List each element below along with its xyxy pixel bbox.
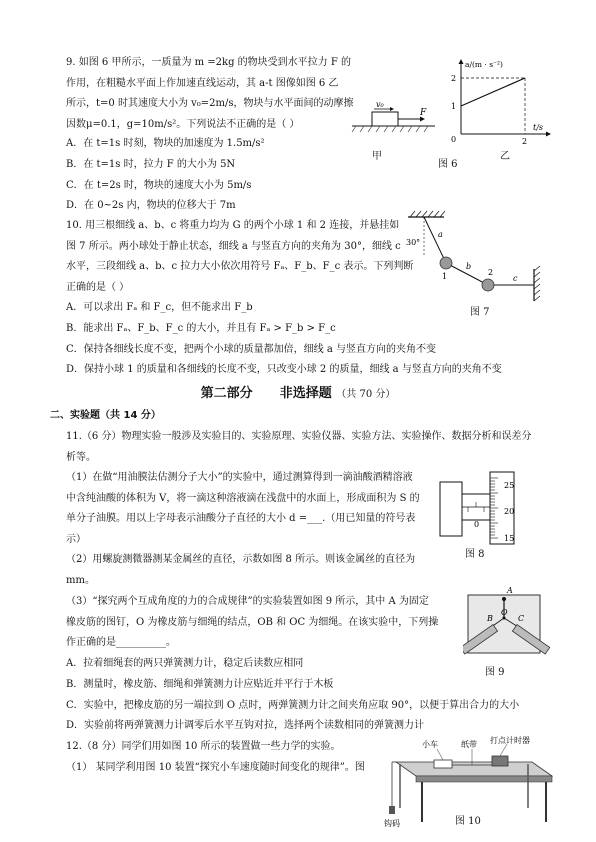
q11-part2-line: （2）用螺旋测微器测某金属丝的直径，示数如图 8 所示。则该金属丝的直径为 [66,554,416,565]
q11-part1-line: 单分子油膜。用以上字母表示油酸分子直径的大小 d =___.（用已知量的符号表 [66,513,416,524]
q9-option-a: A．在 t=1s 时刻，物块的加速度为 1.5m/s² [66,138,265,149]
q11-option-d: D．实验前将两弹簧测力计调零后水平互钩对拉，选择两个读数相同的弹簧测力计 [66,720,425,731]
label-A: A [507,586,513,595]
thimble-ticks [490,478,498,538]
tape-label: 纸带 [461,740,477,749]
string-a-label: a [438,230,443,239]
q10-option-d: D．保持小球 1 的质量和各细线的长度不变，只改变小球 2 的质量，细线 a 与竖直方向的夹角不变 [66,364,502,375]
timer [492,756,508,766]
q9-line: 所示，t=0 时其速度大小为 v₀=2m/s，物块与水平面间的动摩擦 [66,98,354,109]
cart [434,760,452,768]
part2-subtitle: （共 70 分） [336,389,396,400]
t-axis-arrow [546,132,551,137]
ball-1-label: 1 [442,272,448,281]
q11-intro-line: 11.（6 分）物理实验一般涉及实验目的、实验原理、实验仪器、实验方法、实验操作、数据分析和误差分 [66,431,532,442]
fig7-caption: 图 7 [470,307,490,318]
q11-part3-line: 作正确的是__________。 [66,637,176,648]
q11-part2 [66,550,415,591]
q9-line: 作用，在粗糙水平面上作加速直线运动，其 a-t 图像如图 6 乙 [66,77,339,89]
q9-option-b: B．在 t=1s 时，拉力 F 的大小为 5N [66,159,236,170]
string-a [424,217,446,263]
q11-part3 [66,592,438,654]
q11-part2-line: mm。 [66,574,95,586]
q11-part1 [66,468,420,550]
fig10-caption: 图 10 [455,816,481,827]
tick-y1: 1 [451,102,457,111]
q12-line: （1） 某同学利用图 10 装置“探究小车速度随时间变化的规律”。图 [66,761,365,773]
weight-label: 钩码 [384,819,400,828]
micrometer-anvil [440,482,462,536]
q10-line: 10. 用三根细线 a、b、c 将重力均为 G 的两个小球 1 和 2 连接，并悬挂如 [66,220,400,231]
ball-2 [482,279,494,291]
q10-option-c: C．保持各细线长度不变，把两个小球的质量都加倍，细线 a 与竖直方向的夹角不变 [66,344,436,355]
q11-intro [66,427,531,468]
timer-pointer [500,744,507,756]
v0-label: v₀ [376,100,384,109]
fig9-caption: 图 9 [485,667,505,678]
thimble-label-20: 20 [504,507,515,516]
fig6-jia-caption: 甲 [372,151,382,162]
ceiling-hatch [410,211,445,217]
label-O: O [501,608,508,617]
q11-part1-line: 中含纯油酸的体积为 V，将一滴这种溶液滴在浅盘中的水面上，形成面积为 S 的 [66,492,420,504]
q10-line: 正确的是（ ） [66,281,130,293]
sleeve-zero-label: 0 [474,520,480,529]
q9-option-d: D．在 0~2s 内，物块的位移大于 7m [66,200,236,211]
string-c-label: c [513,274,518,283]
q11-option-a: A．拉着细绳套的两只弹簧测力计，稳定后读数应相同 [66,658,304,669]
table-front [416,776,552,782]
figure-6-at-graph [445,58,555,148]
origin-label: 0 [451,135,457,144]
fig6-caption: 图 6 [438,159,458,170]
cart-pointer [437,749,443,760]
part2-title: 第二部分 非选择题 [200,386,332,401]
figure-9-force-board [463,585,553,663]
fig6-yi-caption: 乙 [500,151,510,162]
figure-7-hanging-balls [400,205,550,315]
q11-option-c: C．实验中，把橡皮筋的另一端拉到 O 点时，两弹簧测力计之间夹角应取 90°，以便于算出合力的大小 [66,700,520,711]
q11-part1-line: 示） [66,533,86,545]
ball-1 [440,257,452,269]
q10-line: 图 7 所示。两小球处于静止状态，细线 a 与竖直方向的夹角为 30°，细线 c [66,240,401,252]
ground-hatch [352,126,428,132]
q11-part3-line: 橡皮筋的图钉，O 为橡皮筋与细绳的结点，OB 和 OC 为细绳。在该实验中，下列操 [66,616,439,628]
q11-part1-line: （1）在做“用油膜法估测分子大小”的实验中，通过测算得到一滴油酸酒精溶液 [66,472,413,483]
tick-x2: 2 [522,137,528,146]
q11-part3-line: （3）“探究两个互成角度的力的合成规律”的实验装置如图 9 所示，其中 A 为固定 [66,596,429,607]
q12-stem [66,737,365,778]
hook-weight [389,806,395,814]
q9-line: 9. 如图 6 甲所示，一质量为 m =2kg 的物块受到水平拉力 F 的 [66,57,351,68]
q9-line: 因数μ=0.1，g=10m/s²。下列说法不正确的是（ ） [66,118,300,130]
q11-option-b: B．测量时，橡皮筋、细绳和弹簧测力计应贴近并平行于木板 [66,679,334,690]
q10-line: 水平，三段细线 a、b、c 拉力大小依次用符号 Fₐ、F_b、F_c 表示。下列判断 [66,261,414,272]
string-b-label: b [466,262,472,271]
fig8-caption: 图 8 [465,549,485,560]
label-B: B [487,614,493,623]
q10-stem [66,216,426,298]
q11-intro-line: 析等。 [66,451,96,463]
a-axis-label: a/(m · s⁻²) [465,60,503,69]
t-axis-label: t/s [533,123,544,132]
label-C: C [518,614,525,623]
force-label: F [420,108,427,118]
q9-option-c: C．在 t=2s 时，物块的速度大小为 5m/s [66,180,252,191]
ball-2-label: 2 [488,268,494,277]
timer-label: 打点计时器 [490,736,530,745]
at-line [461,78,525,106]
part2-heading [0,382,596,401]
q10-option-b: B．能求出 Fₐ、F_b、F_c 的大小，并且有 Fₐ > F_b > F_c [66,323,336,334]
experiment-section-heading: 二、实验题（共 14 分） [50,410,161,421]
thimble-label-25: 25 [504,481,515,490]
block [372,112,398,126]
q10-option-a: A．可以求出 Fₐ 和 F_c，但不能求出 F_b [66,302,253,313]
thimble-label-15: 15 [504,534,515,543]
q12-line: 12.（8 分）同学们用如图 10 所示的装置做一些力学的实验。 [66,741,341,752]
figure-8-micrometer [438,470,548,548]
a-axis-arrow [459,59,464,64]
cart-label: 小车 [422,740,438,749]
angle-label: 30° [406,238,421,247]
v0-arrowhead [390,107,394,111]
wall-hatch [534,266,540,301]
figure-6-block-diagram [350,100,440,140]
tick-y2: 2 [451,74,457,83]
